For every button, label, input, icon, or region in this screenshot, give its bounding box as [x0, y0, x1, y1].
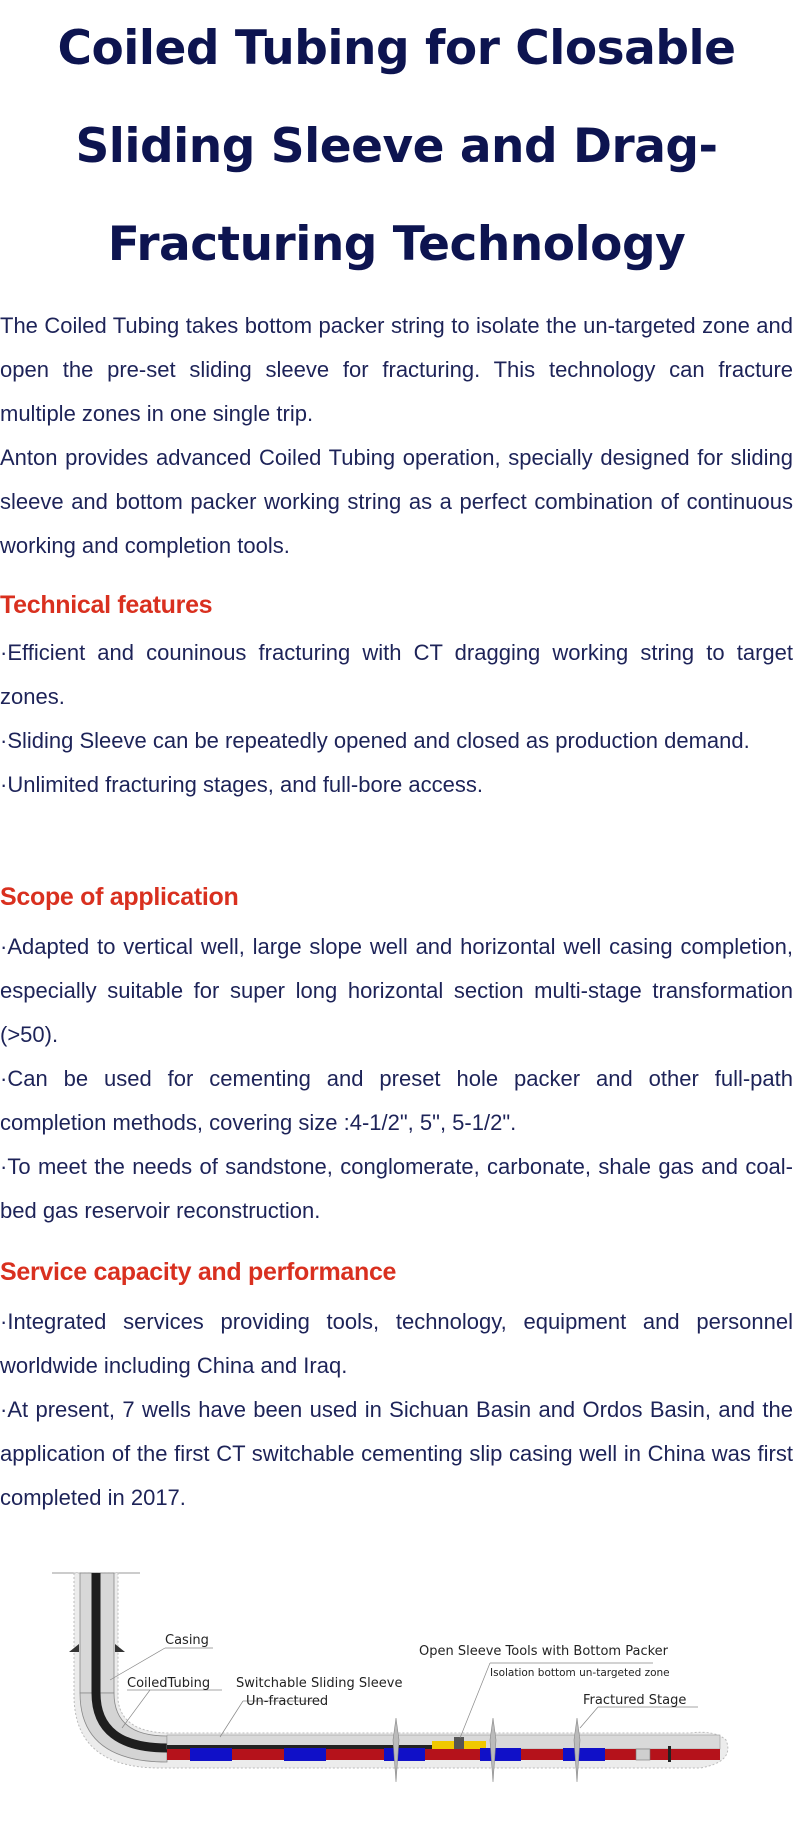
list-item: ·Can be used for cementing and preset hole packer and other full-path completion methods, covering size :4-1/2", 5", 5-1/2".: [0, 1066, 793, 1135]
service-list: [0, 1300, 793, 1520]
label-un-fractured: Un-fractured: [246, 1694, 329, 1709]
title-line-3: Fracturing Technology: [107, 217, 686, 272]
title-line-1: Coiled Tubing for Closable: [57, 21, 736, 76]
label-casing: Casing: [165, 1633, 209, 1648]
label-open-sleeve-tools: Open Sleeve Tools with Bottom Packer: [419, 1644, 668, 1659]
list-item: ·Sliding Sleeve can be repeatedly opened and closed as production demand.: [0, 728, 750, 753]
list-item: ·Integrated services providing tools, technology, equipment and personnel worldwide including China and Iraq.: [0, 1309, 793, 1378]
scope-list: [0, 925, 793, 1233]
list-item: ·Adapted to vertical well, large slope well and horizontal well casing completion, especially suitable for super long horizontal section multi-stage transformation (>50).: [0, 934, 793, 1047]
list-item: ·Efficient and couninous fracturing with CT dragging working string to target zones.: [0, 640, 793, 709]
heading-scope-of-application: Scope of application: [0, 883, 239, 911]
page-title: [0, 0, 793, 294]
heading-technical-features: Technical features: [0, 591, 213, 619]
intro-paragraph-2: Anton provides advanced Coiled Tubing operation, specially designed for sliding sleeve and bottom packer working string as a perfect combination of continuous working and completion tools.: [0, 445, 793, 558]
well-diagram: [0, 1540, 793, 1831]
list-item: ·At present, 7 wells have been used in Sichuan Basin and Ordos Basin, and the application of the first CT switchable cementing slip casing well in China was first completed in 2017.: [0, 1397, 793, 1510]
technical-features-list: [0, 631, 793, 807]
list-item: ·To meet the needs of sandstone, conglomerate, carbonate, shale gas and coal-bed gas reservoir reconstruction.: [0, 1154, 793, 1223]
intro-text: [0, 304, 793, 568]
heading-service-capacity: Service capacity and performance: [0, 1258, 397, 1286]
label-coiled-tubing: CoiledTubing: [127, 1676, 211, 1691]
label-isolation: Isolation bottom un-targeted zone: [490, 1667, 670, 1679]
label-fractured-stage: Fractured Stage: [583, 1693, 687, 1708]
label-switchable-sleeve: Switchable Sliding Sleeve: [236, 1676, 403, 1691]
list-item: ·Unlimited fracturing stages, and full-bore access.: [0, 772, 483, 797]
intro-paragraph-1: The Coiled Tubing takes bottom packer string to isolate the un-targeted zone and open the pre-set sliding sleeve for fracturing. This technology can fracture multiple zones in one single trip.: [0, 313, 793, 426]
title-line-2: Sliding Sleeve and Drag-: [75, 119, 718, 174]
